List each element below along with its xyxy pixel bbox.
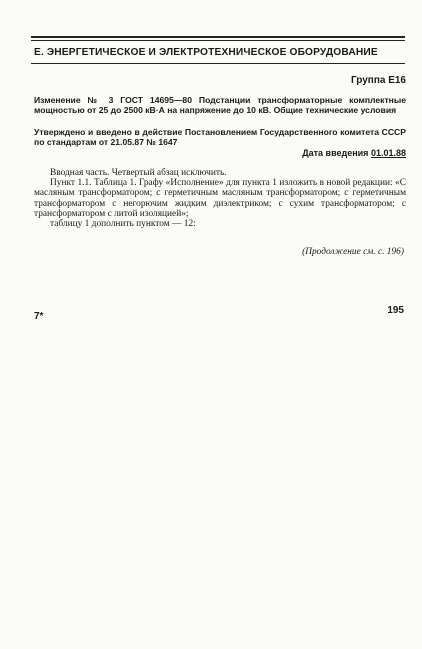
page-number: 195: [387, 305, 404, 316]
signature-mark: 7*: [34, 311, 44, 322]
group-label: Группа Е16: [350, 75, 406, 86]
top-rule-thick: [31, 36, 405, 38]
top-rule-thin: [31, 40, 405, 41]
continuation-note: (Продолжение см. с. 196): [302, 247, 404, 257]
approval-statement: Утверждено и введено в действие Постановлением Государственного комитета СССР по стандартам от 21.05.87 № 1647: [34, 127, 406, 147]
effective-date-label: Дата введения: [302, 148, 369, 158]
effective-date-value: 01.01.88: [370, 148, 406, 158]
section-heading: Е. ЭНЕРГЕТИЧЕСКОЕ И ЭЛЕКТРОТЕХНИЧЕСКОЕ ОБОРУДОВАНИЕ: [34, 47, 378, 58]
body-text: [34, 168, 406, 229]
effective-date: [302, 148, 406, 158]
body-paragraph-2: Пункт 1.1. Таблица 1. Графу «Исполнение» для пункта 1 изложить в новой редакции: «С масляным трансформатором; с герметичным масляным трансформатором; с герметичным трансформатором с негорючим жидким диэлектриком; с сухим трансформатором; с трансформатором с литой изоляцией»;: [34, 178, 406, 219]
amendment-title: Изменение № 3 ГОСТ 14695—80 Подстанции трансформаторные комплектные мощностью от 25 до 2500 кВ·А на напряжение до 10 кВ. Общие технические условия: [34, 95, 406, 115]
body-paragraph-3: таблицу 1 дополнить пунктом — 12:: [50, 219, 196, 230]
body-paragraph-1: Вводная часть. Четвертый абзац исключить.: [50, 168, 227, 178]
heading-rule: [31, 63, 405, 64]
